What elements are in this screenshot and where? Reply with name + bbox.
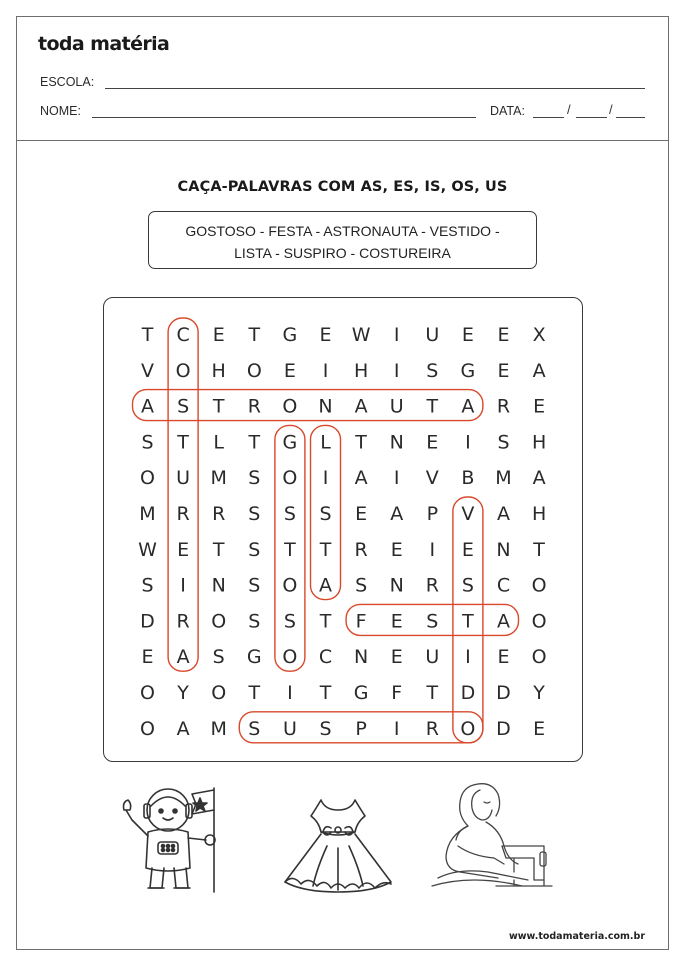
word-list-line: LISTA - SUSPIRO - COSTUREIRA (234, 245, 451, 261)
grid-letter[interactable]: N (389, 431, 404, 454)
grid-letter[interactable]: S (426, 359, 439, 382)
grid-letter[interactable]: F (355, 610, 367, 633)
grid-letter[interactable]: S (212, 646, 225, 669)
grid-letter[interactable]: O (282, 574, 298, 597)
grid-letter[interactable]: M (139, 503, 156, 525)
nome-label: NOME: (40, 104, 81, 118)
grid-letter[interactable]: W (138, 538, 157, 561)
grid-letter[interactable]: E (497, 324, 510, 346)
grid-letter[interactable]: H (531, 503, 547, 525)
grid-letter[interactable]: E (141, 646, 154, 669)
grid-letter[interactable]: G (460, 359, 476, 382)
grid-letter[interactable]: G (282, 324, 298, 346)
grid-letter[interactable]: I (180, 574, 186, 597)
word-list-box (148, 211, 537, 269)
escola-field[interactable] (105, 88, 645, 89)
grid-letter[interactable]: T (248, 682, 261, 704)
grid-letter[interactable]: T (212, 538, 225, 561)
grid-letter[interactable]: O (531, 646, 547, 669)
grid-letter[interactable]: S (141, 431, 154, 454)
grid-letter[interactable]: O (282, 646, 298, 669)
grid-letter[interactable]: T (212, 395, 225, 418)
grid-letter[interactable]: A (532, 359, 546, 382)
grid-letter[interactable]: E (533, 395, 546, 418)
grid-letter[interactable]: U (425, 324, 440, 346)
grid-letter[interactable]: M (210, 467, 227, 490)
grid-letter[interactable]: D (140, 610, 155, 633)
grid-letter[interactable]: C (318, 646, 333, 669)
grid-letter[interactable]: U (425, 646, 440, 669)
grid-letter[interactable]: T (141, 324, 154, 346)
grid-letter[interactable]: I (322, 359, 329, 382)
grid-letter[interactable]: D (496, 682, 511, 704)
grid-letter[interactable]: E (390, 610, 403, 633)
grid-letter[interactable]: T (533, 538, 545, 561)
grid-letter[interactable]: A (461, 395, 475, 418)
grid-letter[interactable]: Y (177, 682, 189, 704)
grid-letter[interactable]: E (461, 538, 474, 561)
grid-letter[interactable]: R (354, 538, 368, 561)
grid-letter[interactable]: A (497, 610, 510, 633)
grid-letter[interactable]: O (282, 395, 298, 418)
grid-letter[interactable]: T (319, 538, 332, 561)
grid-letter[interactable]: A (390, 503, 404, 525)
grid-letter[interactable]: R (425, 574, 439, 597)
grid-letter[interactable]: H (211, 359, 226, 382)
grid-letter[interactable]: T (355, 431, 367, 454)
grid-letter[interactable]: I (429, 538, 436, 561)
grid-letter[interactable]: R (176, 503, 190, 525)
grid-letter[interactable]: O (211, 610, 227, 633)
grid-letter[interactable]: S (319, 717, 332, 740)
grid-letter[interactable]: S (248, 574, 261, 597)
grid-letter[interactable]: E (177, 538, 190, 561)
nome-field[interactable] (92, 117, 476, 118)
grid-letter[interactable]: L (320, 431, 331, 454)
footer-url[interactable]: www.todamateria.com.br (508, 931, 645, 942)
grid-letter[interactable]: V (425, 467, 439, 490)
grid-letter[interactable]: T (177, 431, 189, 454)
grid-letter[interactable]: V (461, 503, 475, 525)
grid-letter[interactable]: E (212, 324, 225, 346)
grid-letter[interactable]: G (353, 682, 369, 704)
grid-letter[interactable]: V (141, 359, 154, 382)
logo: toda matéria (38, 33, 170, 55)
grid-letter[interactable]: R (425, 717, 439, 740)
grid-letter[interactable]: T (462, 610, 474, 633)
grid-letter[interactable]: H (353, 359, 369, 382)
grid-letter[interactable]: T (426, 395, 439, 418)
grid-letter[interactable]: I (287, 682, 293, 704)
grid-letter[interactable]: E (283, 359, 296, 382)
grid-letter[interactable]: O (531, 610, 547, 633)
seamstress-illustration (428, 776, 558, 894)
grid-letter[interactable]: B (461, 467, 475, 490)
grid-letter[interactable]: S (248, 538, 261, 561)
grid-letter[interactable]: N (496, 538, 511, 561)
grid-letter[interactable]: O (175, 359, 191, 382)
grid-letter[interactable]: N (389, 574, 404, 597)
grid-letter[interactable]: E (497, 359, 510, 382)
grid-letter[interactable]: I (465, 646, 471, 669)
grid-letter[interactable]: W (351, 324, 371, 346)
grid-letter[interactable]: S (248, 717, 261, 740)
grid-letter[interactable]: A (354, 395, 368, 418)
grid-letter[interactable]: U (176, 467, 191, 490)
data-label: DATA: (490, 104, 525, 118)
grid-letter[interactable]: N (318, 395, 333, 418)
grid-letter[interactable]: T (426, 682, 439, 704)
grid-letter[interactable]: Y (533, 682, 545, 704)
grid-letter[interactable]: R (496, 395, 511, 418)
grid-letter[interactable]: A (354, 467, 368, 490)
grid-letter[interactable]: E (533, 717, 546, 740)
astronaut-illustration (118, 780, 228, 898)
grid-letter[interactable]: S (248, 503, 261, 525)
grid-letter[interactable]: I (393, 467, 400, 490)
grid-letter[interactable]: D (460, 682, 476, 704)
grid-letter[interactable]: A (497, 503, 510, 525)
grid-letter[interactable]: O (282, 467, 298, 490)
grid-letter[interactable]: E (355, 503, 368, 525)
grid-letter[interactable]: G (282, 431, 298, 454)
grid-letter[interactable]: S (497, 431, 510, 454)
grid-letter[interactable]: M (210, 717, 227, 740)
grid-letter[interactable]: E (426, 431, 439, 454)
grid-letter[interactable]: S (426, 610, 439, 633)
grid-letter[interactable]: S (319, 503, 332, 525)
grid-letter[interactable]: E (497, 646, 510, 669)
grid-letter[interactable]: A (176, 646, 190, 669)
grid-letter[interactable]: E (461, 324, 474, 346)
grid-letter[interactable]: T (248, 431, 261, 454)
grid-letter[interactable]: A (176, 717, 190, 740)
grid-letter[interactable]: A (532, 467, 546, 490)
word-list-line: GOSTOSO - FESTA - ASTRONAUTA - VESTIDO - (185, 223, 500, 239)
page-title: CAÇA-PALAVRAS COM AS, ES, IS, OS, US (177, 179, 508, 195)
grid-letter[interactable]: T (319, 682, 332, 704)
grid-letter[interactable]: I (393, 717, 400, 740)
grid-letter[interactable]: P (426, 503, 439, 525)
grid-letter[interactable]: D (496, 717, 511, 740)
grid-letter[interactable]: S (248, 467, 261, 490)
grid-letter[interactable]: O (140, 682, 155, 704)
grid-letter[interactable]: O (140, 717, 155, 740)
escola-label: ESCOLA: (40, 75, 95, 89)
grid-letter[interactable]: A (319, 574, 332, 597)
grid-letter[interactable]: S (283, 610, 296, 633)
grid-letter[interactable]: F (391, 682, 403, 704)
grid-letter[interactable]: E (390, 646, 403, 669)
date-year-field[interactable] (616, 117, 645, 118)
grid-letter[interactable]: G (246, 646, 262, 669)
grid-letter[interactable]: I (393, 324, 400, 346)
grid-letter[interactable]: X (532, 324, 546, 346)
grid-letter[interactable]: R (176, 610, 190, 633)
grid-letter[interactable]: E (390, 538, 403, 561)
grid-letter[interactable]: O (246, 359, 262, 382)
grid-letter[interactable]: S (248, 610, 261, 633)
grid-letter[interactable]: U (389, 395, 404, 418)
grid-letter[interactable]: M (495, 467, 512, 490)
grid-letter[interactable]: A (141, 395, 154, 418)
grid-letter[interactable]: S (355, 574, 368, 597)
grid-letter[interactable]: C (496, 574, 511, 597)
dress-illustration (283, 796, 393, 896)
grid-letter[interactable]: O (531, 574, 547, 597)
grid-letter[interactable]: H (531, 431, 547, 454)
grid-letter[interactable]: E (319, 324, 332, 346)
grid-letter[interactable]: L (213, 431, 224, 454)
grid-letter[interactable]: R (247, 395, 261, 418)
grid-letter[interactable]: S (141, 574, 154, 597)
grid-letter[interactable]: T (284, 538, 296, 561)
grid-letter[interactable]: T (319, 610, 332, 633)
word-search-grid (103, 297, 583, 762)
header-divider (16, 140, 669, 141)
grid-letter[interactable]: O (211, 682, 227, 704)
grid-letter[interactable]: I (465, 431, 471, 454)
grid-letter[interactable]: O (140, 467, 155, 490)
grid-letter[interactable]: U (282, 717, 297, 740)
date-separator: / (567, 102, 571, 117)
grid-letter[interactable]: P (355, 717, 367, 740)
grid-letter[interactable]: T (248, 324, 261, 346)
grid-letter[interactable]: S (283, 503, 296, 525)
grid-letter[interactable]: I (322, 467, 329, 490)
grid-letter[interactable]: C (176, 324, 190, 346)
grid-letter[interactable]: R (212, 503, 226, 525)
grid-letter[interactable]: I (393, 359, 400, 382)
date-separator: / (609, 102, 613, 117)
grid-letter[interactable]: N (353, 646, 369, 669)
grid-letter[interactable]: S (177, 395, 190, 418)
grid-letter[interactable]: O (460, 717, 476, 740)
date-month-field[interactable] (576, 117, 607, 118)
date-day-field[interactable] (533, 117, 564, 118)
word-search-svg (104, 298, 584, 763)
grid-letter[interactable]: N (211, 574, 226, 597)
grid-letter[interactable]: S (461, 574, 474, 597)
